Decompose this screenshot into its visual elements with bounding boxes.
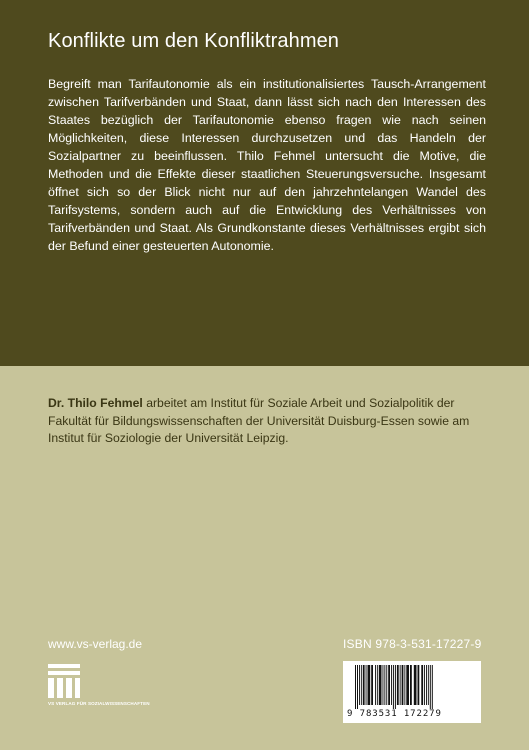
author-bio-text: arbeitet am Institut für Soziale Arbeit und Sozialpolitik der Fakultät für Bildungswissenschaften der Universität Duisburg-Essen sowie am Institut für Soziologie der Universität Leipzig. xyxy=(48,396,470,445)
barcode xyxy=(343,661,481,723)
blurb-paragraph: Begreift man Tarifautonomie als ein institutionalisiertes Tausch-Arrangement zwischen Tarifverbänden und Staat, dann lässt sich nach den Interessen des Staates bezüglich der Tarifautonomie ebenso fragen wie nach seinen Möglichkeiten, diese Interessen durchzusetzen und das Handeln der Sozialpartner zu beeinflussen. Thilo Fehmel untersucht die Motive, die Methoden und die Effekte dieser staatlichen Steuerungsversuche. Insgesamt öffnet sich so der Blick nicht nur auf den jahrzehntelangen Wandel des Tarifsystems, sondern auch auf die Entwicklung des Verhältnisses von Tarifverbänden und Staat. Als Grundkonstante dieses Verhältnisses ergibt sich der Befund einer gesteuerten Autonomie. xyxy=(48,77,486,253)
barcode-bar xyxy=(404,665,405,705)
barcode-bar xyxy=(383,665,384,705)
barcode-bar xyxy=(418,665,420,705)
barcode-bar xyxy=(388,665,390,705)
author-paragraph xyxy=(48,395,488,448)
barcode-bar xyxy=(361,665,362,705)
author-bio xyxy=(48,395,488,448)
barcode-bar xyxy=(366,665,367,705)
barcode-bar xyxy=(397,665,399,705)
author-name: Dr. Thilo Fehmel xyxy=(48,396,143,410)
barcode-bar xyxy=(368,665,371,705)
barcode-bar xyxy=(421,665,423,705)
barcode-bar xyxy=(375,665,376,705)
barcode-bar xyxy=(410,665,412,705)
publisher-url[interactable]: www.vs-verlag.de xyxy=(48,637,143,651)
barcode-bar xyxy=(424,665,425,705)
barcode-bar xyxy=(363,665,365,705)
logo-caption: VS VERLAG FÜR SOZIALWISSENSCHAFTEN xyxy=(48,701,150,706)
barcode-bar xyxy=(395,665,396,709)
barcode-digits: 9 783531 172279 xyxy=(347,709,442,719)
barcode-bar xyxy=(406,665,409,705)
barcode-bar xyxy=(359,665,360,705)
barcode-bar xyxy=(402,665,404,705)
blurb-text xyxy=(48,75,486,255)
barcode-bar xyxy=(357,665,358,709)
barcode-bar xyxy=(400,665,401,705)
barcode-bar xyxy=(377,665,378,705)
book-title: Konflikte um den Konfliktrahmen xyxy=(48,30,340,52)
isbn-label: ISBN 978-3-531-17227-9 xyxy=(343,637,482,651)
barcode-bar xyxy=(371,665,373,705)
barcode-bar xyxy=(391,665,392,705)
barcode-bar xyxy=(432,665,433,709)
barcode-bar xyxy=(384,665,385,705)
barcode-bar xyxy=(414,665,417,705)
barcode-bar xyxy=(430,665,431,709)
barcode-bar xyxy=(379,665,382,705)
barcode-bar xyxy=(426,665,427,705)
barcode-bar xyxy=(393,665,394,709)
barcode-bars xyxy=(351,665,473,709)
barcode-bar xyxy=(428,665,429,705)
barcode-bar xyxy=(355,665,356,709)
barcode-bar xyxy=(386,665,387,705)
